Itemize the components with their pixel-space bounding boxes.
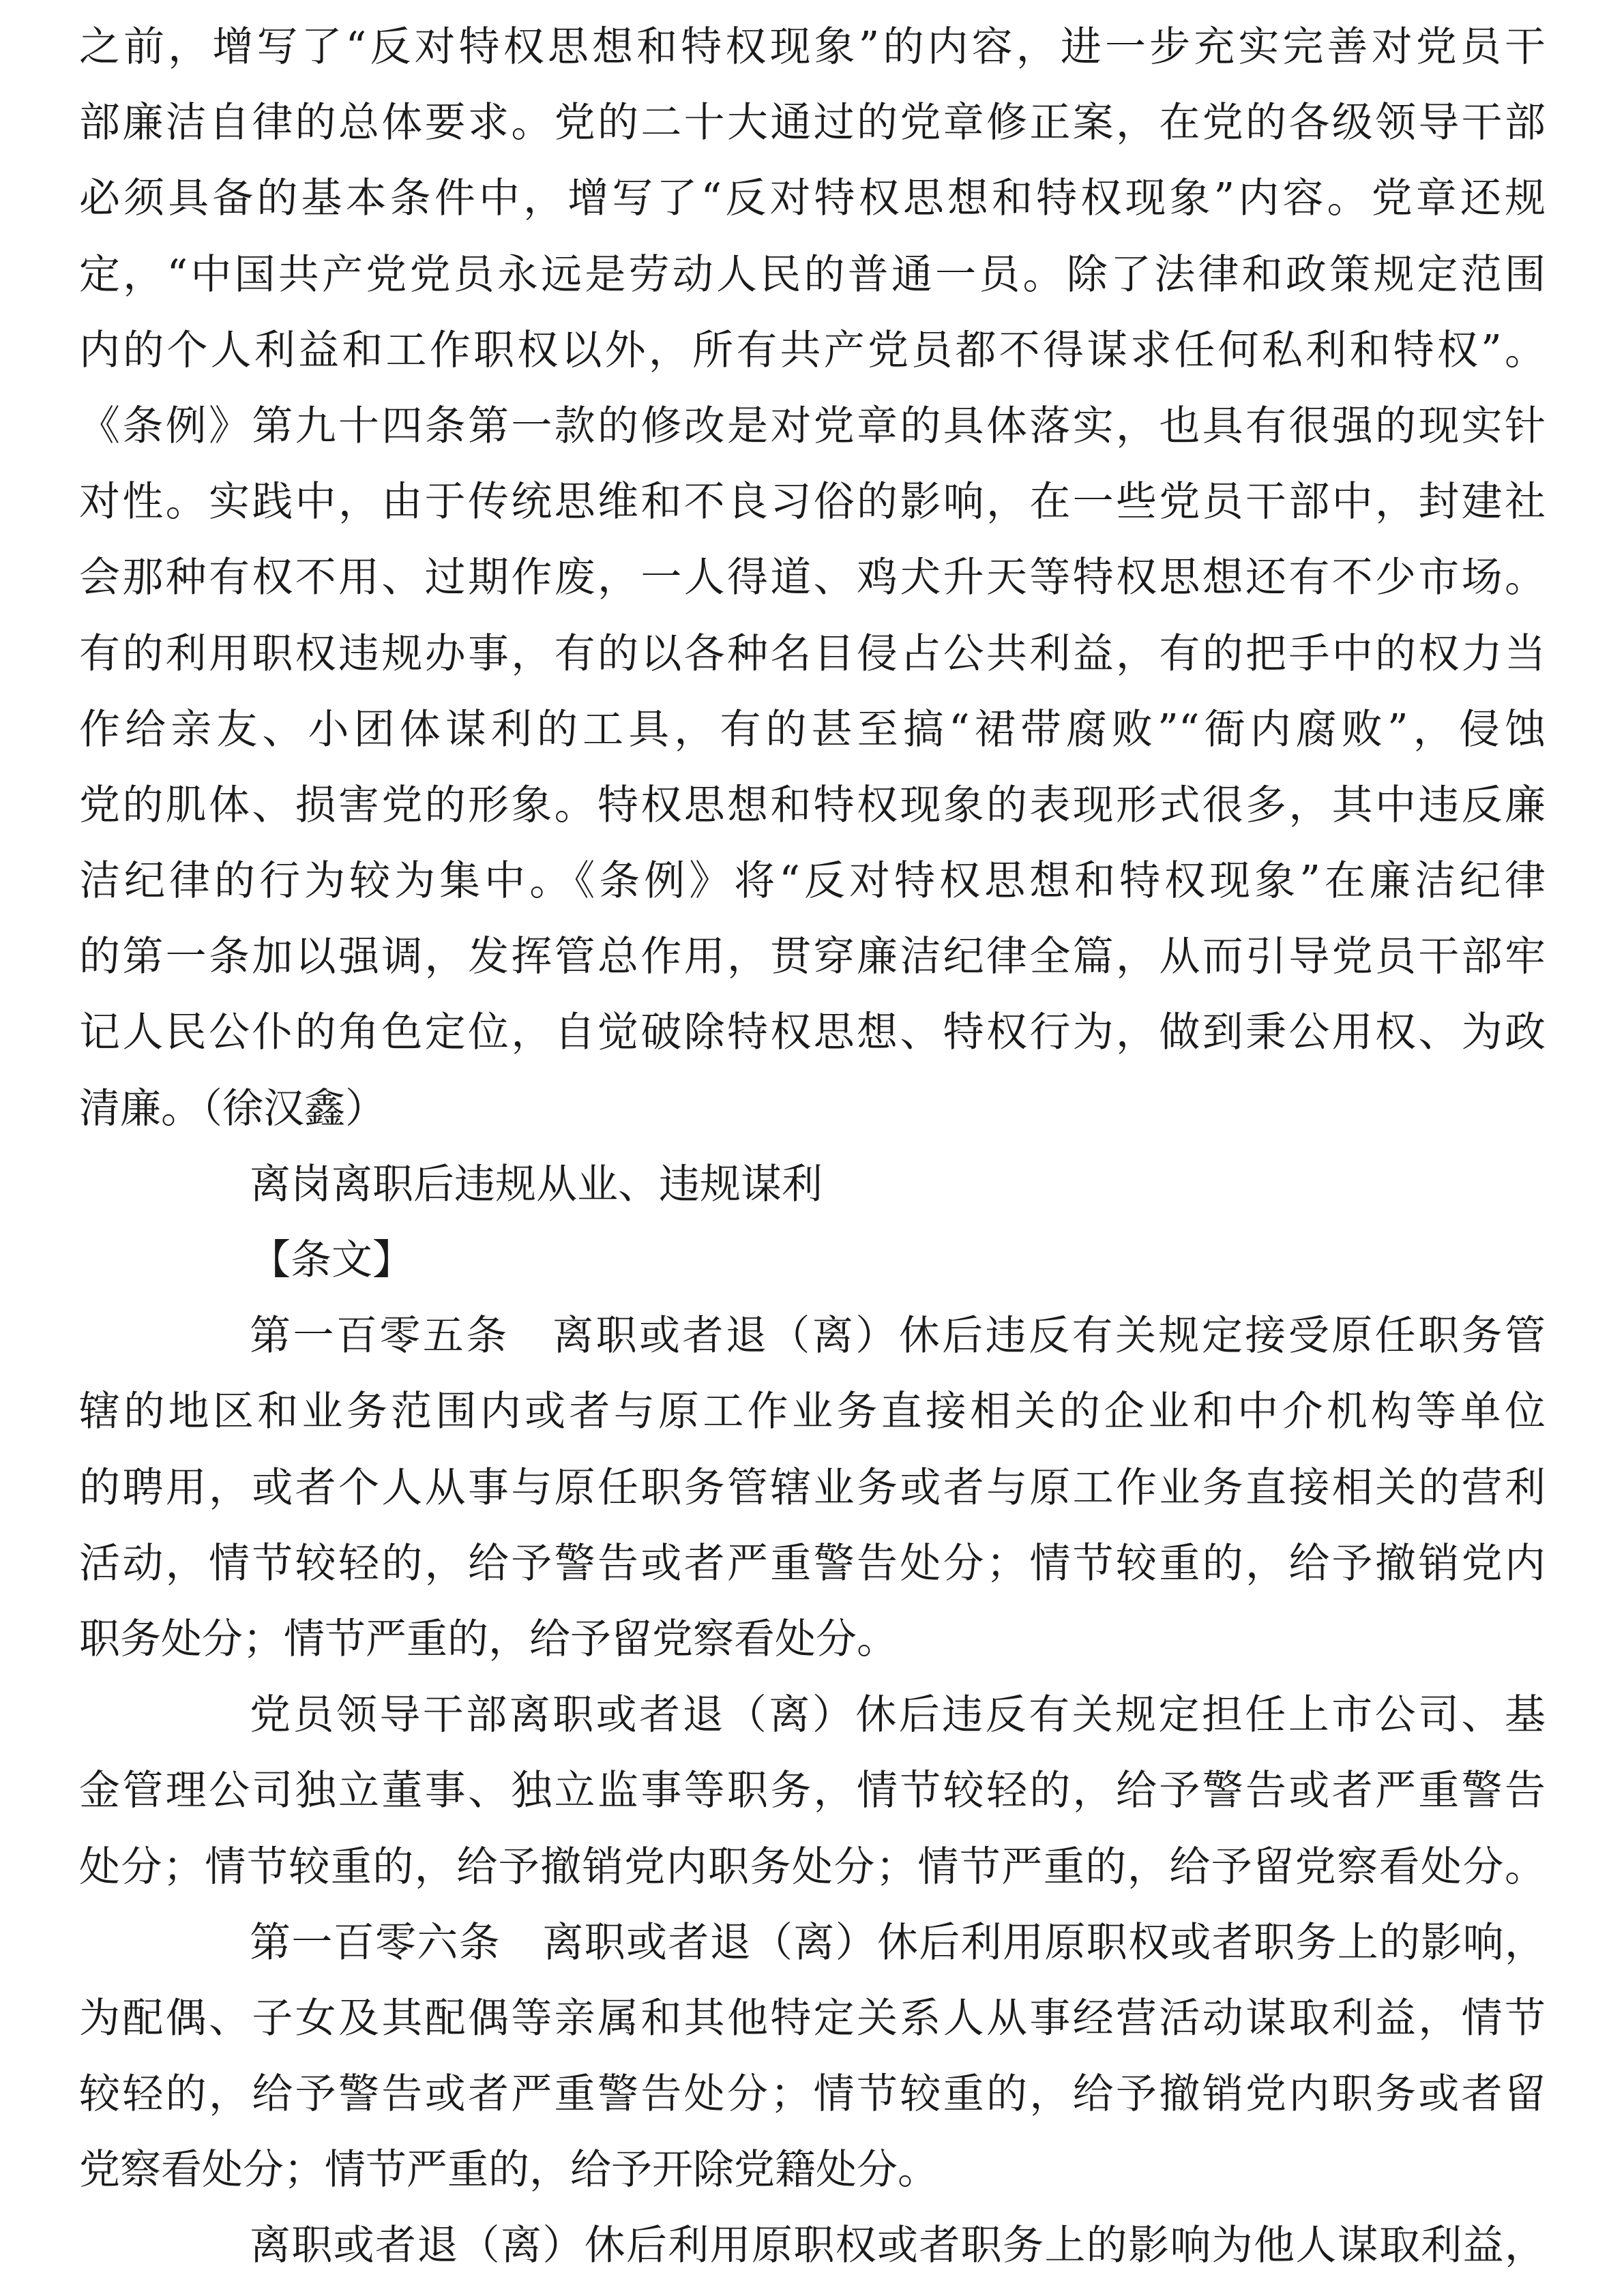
document-text-line: 离职或者退（离）休后利用原职权或者职务上的影响为他人谋取利益， <box>250 2222 1546 2270</box>
document-text-line: 的聘用，或者个人从事与原任职务管辖业务或者与原工作业务直接相关的营利 <box>79 1463 1546 1512</box>
document-text-line: 对性。实践中，由于传统思维和不良习俗的影响，在一些党员干部中，封建社 <box>79 478 1546 526</box>
document-text-line: 辖的地区和业务范围内或者与原工作业务直接相关的企业和中介机构等单位 <box>79 1388 1546 1436</box>
document-text-line: 为配偶、子女及其配偶等亲属和其他特定关系人从事经营活动谋取利益，情节 <box>79 1994 1546 2042</box>
document-text-line: 【条文】 <box>250 1236 413 1284</box>
document-text-line: 金管理公司独立董事、独立监事等职务，情节较轻的，给予警告或者严重警告 <box>79 1767 1546 1815</box>
document-text-line: 之前，增写了“反对特权思想和特权现象”的内容，进一步充实完善对党员干 <box>79 23 1546 71</box>
document-text-line: 记人民公仆的角色定位，自觉破除特权思想、特权行为，做到秉公用权、为政 <box>79 1009 1546 1057</box>
document-text-line: 必须具备的基本条件中，增写了“反对特权思想和特权现象”内容。党章还规 <box>79 175 1546 223</box>
document-text-line: 部廉洁自律的总体要求。党的二十大通过的党章修正案，在党的各级领导干部 <box>79 99 1546 147</box>
document-text-line: 《条例》第九十四条第一款的修改是对党章的具体落实，也具有很强的现实针 <box>79 402 1546 450</box>
document-text-line: 第一百零五条 离职或者退（离）休后违反有关规定接受原任职务管 <box>250 1312 1546 1360</box>
document-text-line: 离岗离职后违规从业、违规谋利 <box>250 1160 823 1208</box>
document-text-line: 清廉。（徐汉鑫） <box>79 1084 386 1133</box>
document-text-line: 的第一条加以强调，发挥管总作用，贯穿廉洁纪律全篇，从而引导党员干部牢 <box>79 933 1546 981</box>
document-text-line: 职务处分；情节严重的，给予留党察看处分。 <box>79 1615 898 1663</box>
document-text-line: 党的肌体、损害党的形象。特权思想和特权现象的表现形式很多，其中违反廉 <box>79 781 1546 829</box>
document-text-line: 洁纪律的行为较为集中。《条例》将“反对特权思想和特权现象”在廉洁纪律 <box>79 857 1546 906</box>
document-text-line: 会那种有权不用、过期作废，一人得道、鸡犬升天等特权思想还有不少市场。 <box>79 554 1546 602</box>
document-text-line: 较轻的，给予警告或者严重警告处分；情节较重的，给予撤销党内职务或者留 <box>79 2070 1546 2119</box>
document-text-line: 定，“中国共产党党员永远是劳动人民的普通一员。除了法律和政策规定范围 <box>79 250 1546 299</box>
document-text-line: 内的个人利益和工作职权以外，所有共产党员都不得谋求任何私利和特权”。 <box>79 326 1546 374</box>
document-text-line: 处分；情节较重的，给予撤销党内职务处分；情节严重的，给予留党察看处分。 <box>79 1843 1546 1891</box>
document-text-line: 党员领导干部离职或者退（离）休后违反有关规定担任上市公司、基 <box>250 1691 1546 1740</box>
document-text-line: 活动，情节较轻的，给予警告或者严重警告处分；情节较重的，给予撤销党内 <box>79 1539 1546 1587</box>
document-text-line: 第一百零六条 离职或者退（离）休后利用原职权或者职务上的影响， <box>250 1918 1546 1967</box>
document-body <box>79 10 1546 2284</box>
document-text-line: 党察看处分；情节严重的，给予开除党籍处分。 <box>79 2146 939 2194</box>
document-text-line: 作给亲友、小团体谋利的工具，有的甚至搞“裙带腐败”“衙内腐败”，侵蚀 <box>79 705 1546 754</box>
document-text-line: 有的利用职权违规办事，有的以各种名目侵占公共利益，有的把手中的权力当 <box>79 629 1546 678</box>
